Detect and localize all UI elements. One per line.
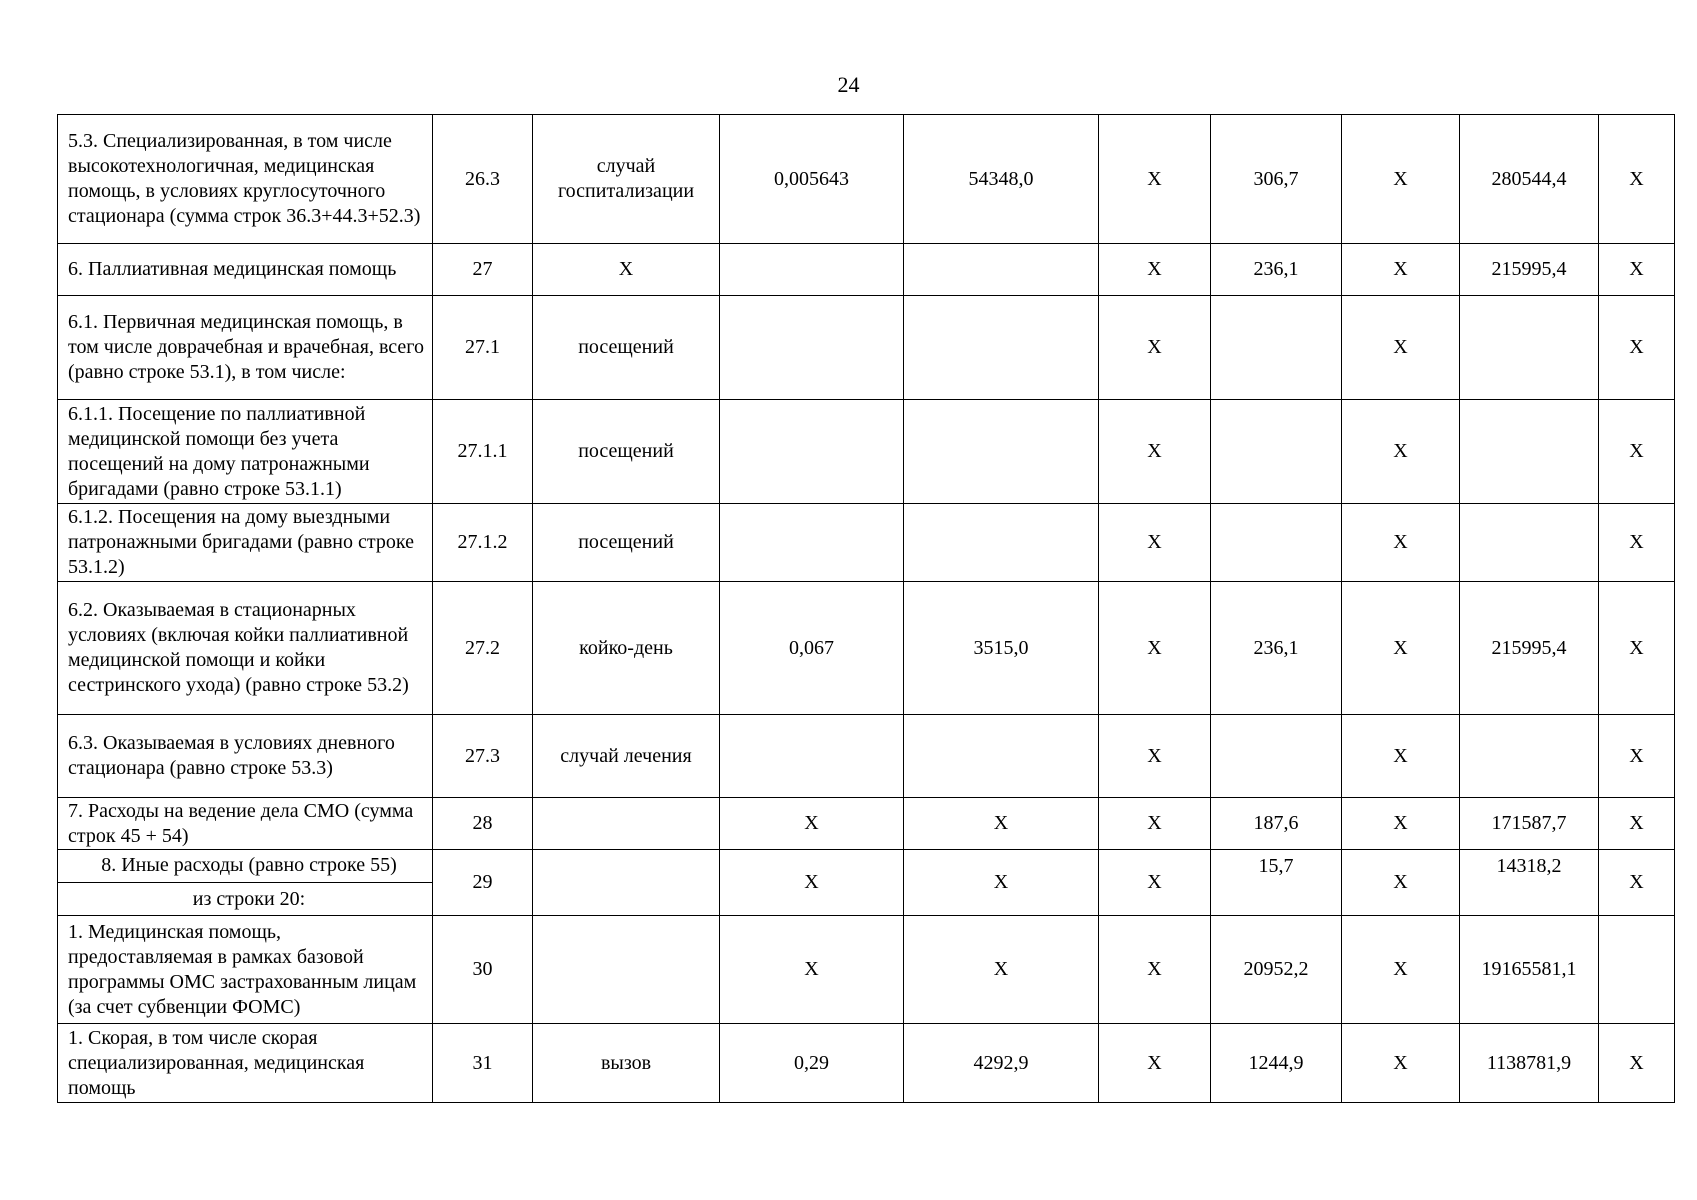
cell-c8: X bbox=[1342, 400, 1460, 504]
cell-c4: X bbox=[720, 916, 904, 1024]
cell-c9 bbox=[1460, 504, 1599, 582]
cell-c7: 236,1 bbox=[1211, 244, 1342, 296]
row-name-bottom: из строки 20: bbox=[192, 888, 306, 910]
row-code: 26.3 bbox=[433, 115, 533, 244]
row-unit bbox=[533, 798, 720, 850]
cell-c10: X bbox=[1599, 1024, 1675, 1103]
cell-c4: X bbox=[720, 798, 904, 850]
row-name: 1. Скорая, в том числе скорая специализированная, медицинская помощь bbox=[58, 1024, 433, 1103]
row-name: 1. Медицинская помощь, предоставляемая в рамках базовой программы ОМС застрахованным лицам (за счет субвенции ФОМС) bbox=[58, 916, 433, 1024]
row-code: 31 bbox=[433, 1024, 533, 1103]
cell-c8: X bbox=[1342, 244, 1460, 296]
cell-c7: 187,6 bbox=[1211, 798, 1342, 850]
row-name: 6.1. Первичная медицинская помощь, в том числе доврачебная и врачебная, всего (равно строке 53.1), в том числе: bbox=[58, 296, 433, 400]
row-code: 28 bbox=[433, 798, 533, 850]
row-name: 6. Паллиативная медицинская помощь bbox=[58, 244, 433, 296]
cell-c6: X bbox=[1099, 400, 1211, 504]
cell-c6: X bbox=[1099, 798, 1211, 850]
cell-c7: 306,7 bbox=[1211, 115, 1342, 244]
cell-c4 bbox=[720, 296, 904, 400]
cell-c9: 280544,4 bbox=[1460, 115, 1599, 244]
row-code: 30 bbox=[433, 916, 533, 1024]
cell-c9: 171587,7 bbox=[1460, 798, 1599, 850]
cell-c7 bbox=[1211, 504, 1342, 582]
budget-table bbox=[57, 114, 1675, 1103]
row-unit: койко-день bbox=[533, 582, 720, 715]
table-row bbox=[58, 715, 1675, 798]
row-name: 6.2. Оказываемая в стационарных условиях (включая койки паллиативной медицинской помощи и койки сестринского ухода) (равно строке 53.2) bbox=[58, 582, 433, 715]
row-code: 27.3 bbox=[433, 715, 533, 798]
table-row bbox=[58, 582, 1675, 715]
cell-c8: X bbox=[1342, 798, 1460, 850]
cell-c9: 215995,4 bbox=[1460, 244, 1599, 296]
cell-c10: X bbox=[1599, 715, 1675, 798]
row-unit: посещений bbox=[533, 400, 720, 504]
cell-c7: 15,7 bbox=[1211, 850, 1342, 916]
row-name-split bbox=[58, 850, 433, 916]
row-name: 6.3. Оказываемая в условиях дневного стационара (равно строке 53.3) bbox=[58, 715, 433, 798]
row-code: 27.1.1 bbox=[433, 400, 533, 504]
cell-c6: X bbox=[1099, 715, 1211, 798]
cell-c10: X bbox=[1599, 296, 1675, 400]
row-unit bbox=[533, 850, 720, 916]
cell-c7 bbox=[1211, 296, 1342, 400]
cell-c6: X bbox=[1099, 296, 1211, 400]
cell-c5 bbox=[904, 504, 1099, 582]
cell-c5: X bbox=[904, 798, 1099, 850]
row-code: 27.2 bbox=[433, 582, 533, 715]
cell-c8: X bbox=[1342, 1024, 1460, 1103]
table-row bbox=[58, 244, 1675, 296]
cell-c9: 19165581,1 bbox=[1460, 916, 1599, 1024]
cell-c6: X bbox=[1099, 582, 1211, 715]
table-row bbox=[58, 115, 1675, 244]
cell-c5: X bbox=[904, 916, 1099, 1024]
cell-c5 bbox=[904, 715, 1099, 798]
cell-c6: X bbox=[1099, 504, 1211, 582]
row-unit: посещений bbox=[533, 296, 720, 400]
cell-c5: 3515,0 bbox=[904, 582, 1099, 715]
table-row bbox=[58, 850, 1675, 916]
table-row bbox=[58, 798, 1675, 850]
cell-c10: X bbox=[1599, 798, 1675, 850]
row-name: 5.3. Специализированная, в том числе высокотехнологичная, медицинская помощь, в условиях круглосуточного стационара (сумма строк 36.3+44.3+52.3) bbox=[58, 115, 433, 244]
cell-c9 bbox=[1460, 400, 1599, 504]
row-unit: случай лечения bbox=[533, 715, 720, 798]
cell-c10: X bbox=[1599, 244, 1675, 296]
cell-c9: 14318,2 bbox=[1460, 850, 1599, 916]
cell-c4: X bbox=[720, 850, 904, 916]
cell-c6: X bbox=[1099, 850, 1211, 916]
row-code: 27 bbox=[433, 244, 533, 296]
row-name: 6.1.2. Посещения на дому выездными патронажными бригадами (равно строке 53.1.2) bbox=[58, 504, 433, 582]
cell-c8: X bbox=[1342, 715, 1460, 798]
cell-c5: 54348,0 bbox=[904, 115, 1099, 244]
cell-c6: X bbox=[1099, 916, 1211, 1024]
cell-c10: X bbox=[1599, 400, 1675, 504]
cell-c10 bbox=[1599, 916, 1675, 1024]
row-unit: X bbox=[533, 244, 720, 296]
page-number: 24 bbox=[837, 72, 860, 97]
row-name: 6.1.1. Посещение по паллиативной медицинской помощи без учета посещений на дому патронажными бригадами (равно строке 53.1.1) bbox=[58, 400, 433, 504]
row-code: 27.1 bbox=[433, 296, 533, 400]
cell-c6: X bbox=[1099, 244, 1211, 296]
row-code: 27.1.2 bbox=[433, 504, 533, 582]
cell-c9 bbox=[1460, 296, 1599, 400]
cell-c5: X bbox=[904, 850, 1099, 916]
table-row bbox=[58, 504, 1675, 582]
cell-c8: X bbox=[1342, 115, 1460, 244]
cell-c4 bbox=[720, 400, 904, 504]
cell-c5: 4292,9 bbox=[904, 1024, 1099, 1103]
table-row bbox=[58, 296, 1675, 400]
cell-c4 bbox=[720, 504, 904, 582]
row-name-top: 8. Иные расходы (равно строке 55) bbox=[58, 853, 432, 883]
row-unit bbox=[533, 916, 720, 1024]
cell-c4: 0,29 bbox=[720, 1024, 904, 1103]
cell-c6: X bbox=[1099, 1024, 1211, 1103]
cell-c7 bbox=[1211, 715, 1342, 798]
cell-c4 bbox=[720, 715, 904, 798]
row-unit: посещений bbox=[533, 504, 720, 582]
cell-c7 bbox=[1211, 400, 1342, 504]
cell-c8: X bbox=[1342, 504, 1460, 582]
cell-c8: X bbox=[1342, 296, 1460, 400]
cell-c9: 215995,4 bbox=[1460, 582, 1599, 715]
cell-c6: X bbox=[1099, 115, 1211, 244]
cell-c8: X bbox=[1342, 582, 1460, 715]
cell-c9: 1138781,9 bbox=[1460, 1024, 1599, 1103]
cell-c10: X bbox=[1599, 582, 1675, 715]
row-code: 29 bbox=[433, 850, 533, 916]
row-unit: случай госпитализации bbox=[533, 115, 720, 244]
cell-c8: X bbox=[1342, 850, 1460, 916]
table-row bbox=[58, 1024, 1675, 1103]
cell-c10: X bbox=[1599, 115, 1675, 244]
cell-c9 bbox=[1460, 715, 1599, 798]
cell-c5 bbox=[904, 296, 1099, 400]
cell-c7: 1244,9 bbox=[1211, 1024, 1342, 1103]
cell-c5 bbox=[904, 400, 1099, 504]
cell-c10: X bbox=[1599, 504, 1675, 582]
cell-c5 bbox=[904, 244, 1099, 296]
cell-c8: X bbox=[1342, 916, 1460, 1024]
row-name: 7. Расходы на ведение дела СМО (сумма строк 45 + 54) bbox=[58, 798, 433, 850]
cell-c4: 0,005643 bbox=[720, 115, 904, 244]
row-unit: вызов bbox=[533, 1024, 720, 1103]
cell-c4: 0,067 bbox=[720, 582, 904, 715]
table-row bbox=[58, 400, 1675, 504]
table-row bbox=[58, 916, 1675, 1024]
cell-c10: X bbox=[1599, 850, 1675, 916]
cell-c7: 236,1 bbox=[1211, 582, 1342, 715]
cell-c7: 20952,2 bbox=[1211, 916, 1342, 1024]
cell-c4 bbox=[720, 244, 904, 296]
